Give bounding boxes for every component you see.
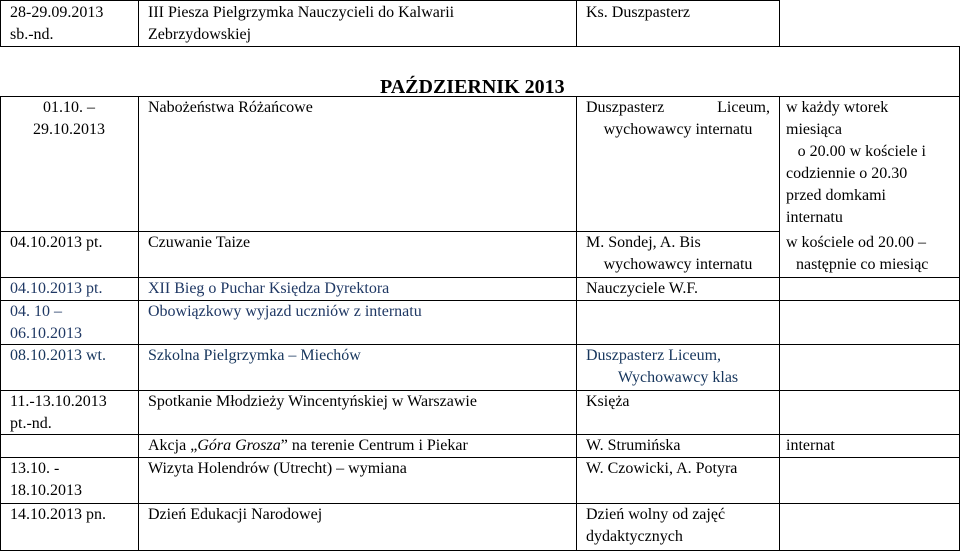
responsible-line: M. Sondej, A. Bis (586, 234, 701, 251)
date-line: sb.-nd. (10, 26, 54, 43)
row-responsible: W. Czowicki, A. Potyra (586, 460, 738, 477)
row-date: 04.10.2013 pt. (10, 234, 103, 251)
row-event: Nabożeństwa Różańcowe (148, 99, 313, 116)
row-responsible (586, 504, 725, 548)
responsible-word: Liceum, (717, 99, 770, 116)
grid-line (138, 231, 139, 551)
row-date: 14.10.2013 pn. (10, 506, 106, 523)
grid-line (0, 96, 1, 232)
row-event: Obowiązkowy wyjazd uczniów z internatu (148, 303, 422, 320)
row-event: Wizyta Holendrów (Utrecht) – wymiana (148, 460, 407, 477)
notes-line: miesiąca (786, 121, 842, 138)
responsible-line: Duszpasterz Liceum, (586, 347, 722, 364)
row-responsible (586, 97, 770, 141)
responsible-line: wychowawcy internatu (603, 256, 753, 273)
event-part: Akcja „ (148, 437, 198, 454)
grid-line (779, 0, 780, 46)
event-part-emphasis: Góra Grosza (197, 437, 281, 454)
row-event: Spotkanie Młodzieży Wincentyńskiej w Warszawie (148, 393, 477, 410)
row-notes (786, 232, 928, 276)
row-event: Czuwanie Taize (148, 234, 251, 251)
notes-line: w kościele od 20.00 – (786, 234, 926, 251)
notes-line: internatu (786, 209, 843, 226)
grid-line (0, 46, 780, 47)
row-event (148, 435, 468, 457)
responsible-line: wychowawcy internatu (603, 121, 753, 138)
grid-line (0, 390, 960, 391)
grid-line (138, 96, 139, 232)
date-line: 06.10.2013 (10, 325, 82, 342)
row-date (10, 2, 103, 46)
row-date (10, 391, 107, 435)
responsible-line: Wychowawcy klas (617, 369, 739, 386)
row-date (10, 301, 82, 345)
event-line: III Piesza Pielgrzymka Nauczycieli do Kalwarii (148, 4, 455, 21)
date-line: 04. 10 – (10, 303, 62, 320)
date-line: 18.10.2013 (10, 482, 82, 499)
responsible-line: dydaktycznych (586, 528, 683, 545)
notes-line: przed domkami (786, 187, 886, 204)
grid-line (0, 300, 960, 301)
grid-line (576, 0, 577, 46)
event-part: ” na terenie Centrum i Piekar (280, 437, 468, 454)
row-responsible: Księża (586, 393, 630, 410)
row-responsible (586, 232, 770, 276)
notes-line: o 20.00 w kościele i (797, 143, 926, 160)
row-date: 04.10.2013 pt. (10, 280, 103, 297)
row-responsible: Nauczyciele W.F. (586, 280, 699, 297)
grid-line (780, 46, 960, 47)
grid-line (0, 0, 1, 46)
grid-line (0, 344, 960, 345)
row-responsible: Ks. Duszpasterz (586, 4, 690, 21)
row-event: Dzień Edukacji Narodowej (148, 506, 323, 523)
responsible-word: Duszpasterz (586, 99, 665, 116)
responsible-line (586, 97, 770, 119)
grid-line (0, 231, 1, 551)
date-line: 01.10. – (43, 99, 95, 116)
date-line: 29.10.2013 (33, 121, 105, 138)
row-responsible: W. Strumińska (586, 437, 681, 454)
grid-line (779, 96, 780, 232)
row-notes (786, 97, 926, 229)
row-responsible (586, 345, 770, 389)
notes-line: codziennie o 20.30 (786, 165, 908, 182)
grid-line (779, 231, 780, 551)
row-event: Szkolna Pielgrzymka – Miechów (148, 347, 361, 364)
row-date: 08.10.2013 wt. (10, 347, 106, 364)
row-date (10, 97, 128, 141)
row-notes: internat (786, 437, 835, 454)
notes-line: w każdy wtorek (786, 99, 889, 116)
grid-line (0, 277, 960, 278)
grid-line (576, 96, 577, 232)
row-date (10, 458, 82, 502)
grid-line (576, 231, 577, 551)
grid-line (0, 0, 780, 1)
date-line: 11.-13.10.2013 (10, 393, 107, 410)
month-heading: PAŹDZIERNIK 2013 (380, 76, 565, 98)
responsible-line: Dzień wolny od zajęć (586, 506, 726, 523)
row-event (148, 2, 454, 46)
date-line: 28-29.09.2013 (10, 4, 104, 21)
date-line: 13.10. - (10, 460, 60, 477)
row-event: XII Bieg o Puchar Księdza Dyrektora (148, 280, 390, 297)
event-line: Zebrzydowskiej (148, 26, 252, 43)
date-line: pt.-nd. (10, 415, 52, 432)
grid-line (0, 503, 960, 504)
grid-line (138, 0, 139, 46)
grid-line (0, 457, 960, 458)
notes-line: następnie co miesiąc (796, 256, 929, 273)
